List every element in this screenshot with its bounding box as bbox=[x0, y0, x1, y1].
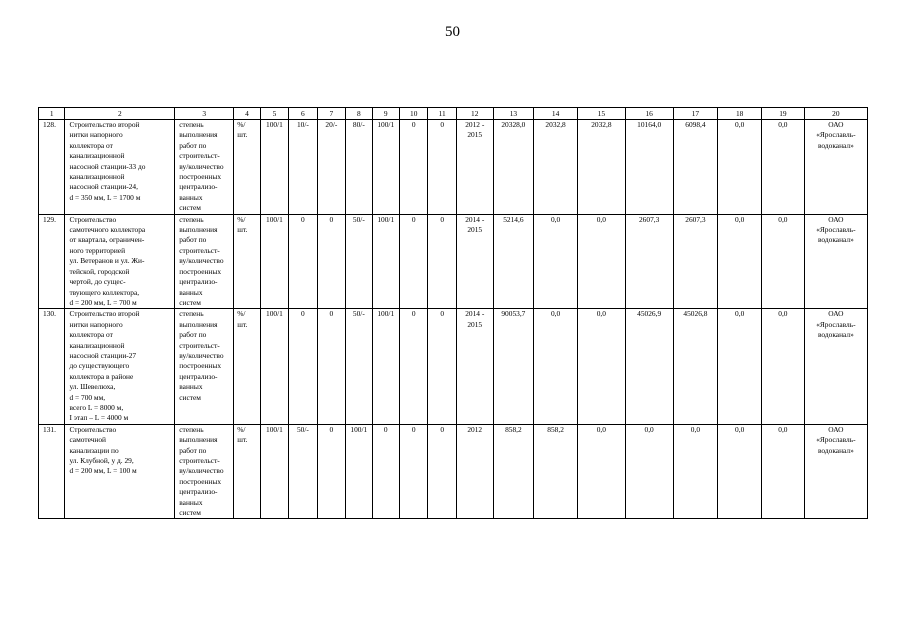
funding-cell-18: 0,0 bbox=[718, 120, 762, 215]
organization-cell: ОАО «Ярославль- водоканал» bbox=[804, 214, 867, 309]
funding-cell-18: 0,0 bbox=[718, 309, 762, 424]
funding-cell-19: 0,0 bbox=[762, 309, 805, 424]
value-cell-5: 100/1 bbox=[260, 120, 288, 215]
period-cell: 2014 - 2015 bbox=[456, 214, 493, 309]
value-cell-11: 0 bbox=[428, 214, 456, 309]
unit-cell: %/ шт. bbox=[234, 120, 260, 215]
column-header: 20 bbox=[804, 108, 867, 120]
column-header: 2 bbox=[65, 108, 175, 120]
funding-cell-19: 0,0 bbox=[762, 424, 805, 519]
value-cell-6: 0 bbox=[289, 309, 317, 424]
unit-cell: %/ шт. bbox=[234, 309, 260, 424]
funding-cell-17: 45026,8 bbox=[673, 309, 718, 424]
funding-cell-14: 0,0 bbox=[534, 309, 578, 424]
indicator-cell: степень выполнения работ по строительст- ву/количество построенных централизо- ванных систем bbox=[175, 424, 234, 519]
column-header: 12 bbox=[456, 108, 493, 120]
value-cell-6: 10/- bbox=[289, 120, 317, 215]
column-header: 14 bbox=[534, 108, 578, 120]
column-header: 5 bbox=[260, 108, 288, 120]
value-cell-10: 0 bbox=[400, 120, 428, 215]
page-number: 50 bbox=[445, 24, 460, 40]
description-cell: Строительство второй нитки напорного коллектора от канализационной насосной станции-33 до канализационной насосной станции-24, d = 350 мм, L = 1700 м bbox=[65, 120, 175, 215]
value-cell-5: 100/1 bbox=[260, 424, 288, 519]
table-row bbox=[39, 309, 868, 424]
funding-cell-15: 0,0 bbox=[577, 424, 625, 519]
value-cell-7: 0 bbox=[317, 309, 345, 424]
funding-total-cell: 5214,6 bbox=[493, 214, 534, 309]
column-header: 6 bbox=[289, 108, 317, 120]
column-header: 16 bbox=[625, 108, 673, 120]
funding-cell-17: 0,0 bbox=[673, 424, 718, 519]
row-number-cell: 130. bbox=[39, 309, 65, 424]
value-cell-7: 0 bbox=[317, 214, 345, 309]
row-number-cell: 131. bbox=[39, 424, 65, 519]
funding-cell-19: 0,0 bbox=[762, 214, 805, 309]
value-cell-9: 100/1 bbox=[372, 214, 399, 309]
funding-cell-18: 0,0 bbox=[718, 424, 762, 519]
organization-cell: ОАО «Ярославль- водоканал» bbox=[804, 309, 867, 424]
funding-cell-14: 858,2 bbox=[534, 424, 578, 519]
value-cell-8: 100/1 bbox=[346, 424, 372, 519]
funding-cell-16: 0,0 bbox=[625, 424, 673, 519]
period-cell: 2012 - 2015 bbox=[456, 120, 493, 215]
unit-cell: %/ шт. bbox=[234, 214, 260, 309]
funding-total-cell: 90053,7 bbox=[493, 309, 534, 424]
column-header: 18 bbox=[718, 108, 762, 120]
value-cell-7: 20/- bbox=[317, 120, 345, 215]
funding-cell-15: 0,0 bbox=[577, 214, 625, 309]
value-cell-10: 0 bbox=[400, 309, 428, 424]
table-row bbox=[39, 214, 868, 309]
indicator-cell: степень выполнения работ по строительст- ву/количество построенных централизо- ванных систем bbox=[175, 120, 234, 215]
indicator-cell: степень выполнения работ по строительст- ву/количество построенных централизо- ванных систем bbox=[175, 214, 234, 309]
data-table bbox=[38, 107, 868, 519]
period-cell: 2014 - 2015 bbox=[456, 309, 493, 424]
funding-total-cell: 20328,0 bbox=[493, 120, 534, 215]
funding-cell-14: 0,0 bbox=[534, 214, 578, 309]
funding-cell-16: 45026,9 bbox=[625, 309, 673, 424]
funding-cell-14: 2032,8 bbox=[534, 120, 578, 215]
column-header: 3 bbox=[175, 108, 234, 120]
column-header: 19 bbox=[762, 108, 805, 120]
value-cell-10: 0 bbox=[400, 214, 428, 309]
column-header: 8 bbox=[346, 108, 372, 120]
value-cell-9: 0 bbox=[372, 424, 399, 519]
value-cell-8: 50/- bbox=[346, 214, 372, 309]
funding-total-cell: 858,2 bbox=[493, 424, 534, 519]
funding-cell-15: 0,0 bbox=[577, 309, 625, 424]
description-cell: Строительство самотечной канализации по ул. Клубной, у д. 29, d = 200 мм, L = 100 м bbox=[65, 424, 175, 519]
organization-cell: ОАО «Ярославль- водоканал» bbox=[804, 424, 867, 519]
value-cell-5: 100/1 bbox=[260, 309, 288, 424]
unit-cell: %/ шт. bbox=[234, 424, 260, 519]
value-cell-9: 100/1 bbox=[372, 309, 399, 424]
funding-cell-17: 6098,4 bbox=[673, 120, 718, 215]
column-header: 9 bbox=[372, 108, 399, 120]
column-header: 17 bbox=[673, 108, 718, 120]
value-cell-9: 100/1 bbox=[372, 120, 399, 215]
column-header: 11 bbox=[428, 108, 456, 120]
value-cell-8: 50/- bbox=[346, 309, 372, 424]
description-cell: Строительство второй нитки напорного коллектора от канализационной насосной станции-27 до существующего коллектора в районе ул. Шевелюха, d = 700 мм, всего L = 8000 м, I этап – L = 4000 м bbox=[65, 309, 175, 424]
column-header: 13 bbox=[493, 108, 534, 120]
funding-cell-15: 2032,8 bbox=[577, 120, 625, 215]
row-number-cell: 128. bbox=[39, 120, 65, 215]
value-cell-6: 50/- bbox=[289, 424, 317, 519]
indicator-cell: степень выполнения работ по строительст- ву/количество построенных централизо- ванных систем bbox=[175, 309, 234, 424]
value-cell-6: 0 bbox=[289, 214, 317, 309]
column-header: 7 bbox=[317, 108, 345, 120]
column-header: 10 bbox=[400, 108, 428, 120]
funding-cell-17: 2607,3 bbox=[673, 214, 718, 309]
description-cell: Строительство самотечного коллектора от квартала, ограничен- ного территорией ул. Ветеранов и ул. Жи- тейской, городской чертой, до сущес- твующего коллектора, d = 200 мм, L = 700 м bbox=[65, 214, 175, 309]
value-cell-8: 80/- bbox=[346, 120, 372, 215]
value-cell-7: 0 bbox=[317, 424, 345, 519]
table-header-row bbox=[39, 108, 868, 120]
column-header: 15 bbox=[577, 108, 625, 120]
value-cell-10: 0 bbox=[400, 424, 428, 519]
value-cell-11: 0 bbox=[428, 424, 456, 519]
organization-cell: ОАО «Ярославль- водоканал» bbox=[804, 120, 867, 215]
value-cell-11: 0 bbox=[428, 120, 456, 215]
table-row bbox=[39, 424, 868, 519]
column-header: 1 bbox=[39, 108, 65, 120]
row-number-cell: 129. bbox=[39, 214, 65, 309]
column-header: 4 bbox=[234, 108, 260, 120]
period-cell: 2012 bbox=[456, 424, 493, 519]
funding-cell-16: 2607,3 bbox=[625, 214, 673, 309]
funding-cell-16: 10164,0 bbox=[625, 120, 673, 215]
value-cell-11: 0 bbox=[428, 309, 456, 424]
funding-cell-18: 0,0 bbox=[718, 214, 762, 309]
value-cell-5: 100/1 bbox=[260, 214, 288, 309]
table-row bbox=[39, 120, 868, 215]
funding-cell-19: 0,0 bbox=[762, 120, 805, 215]
